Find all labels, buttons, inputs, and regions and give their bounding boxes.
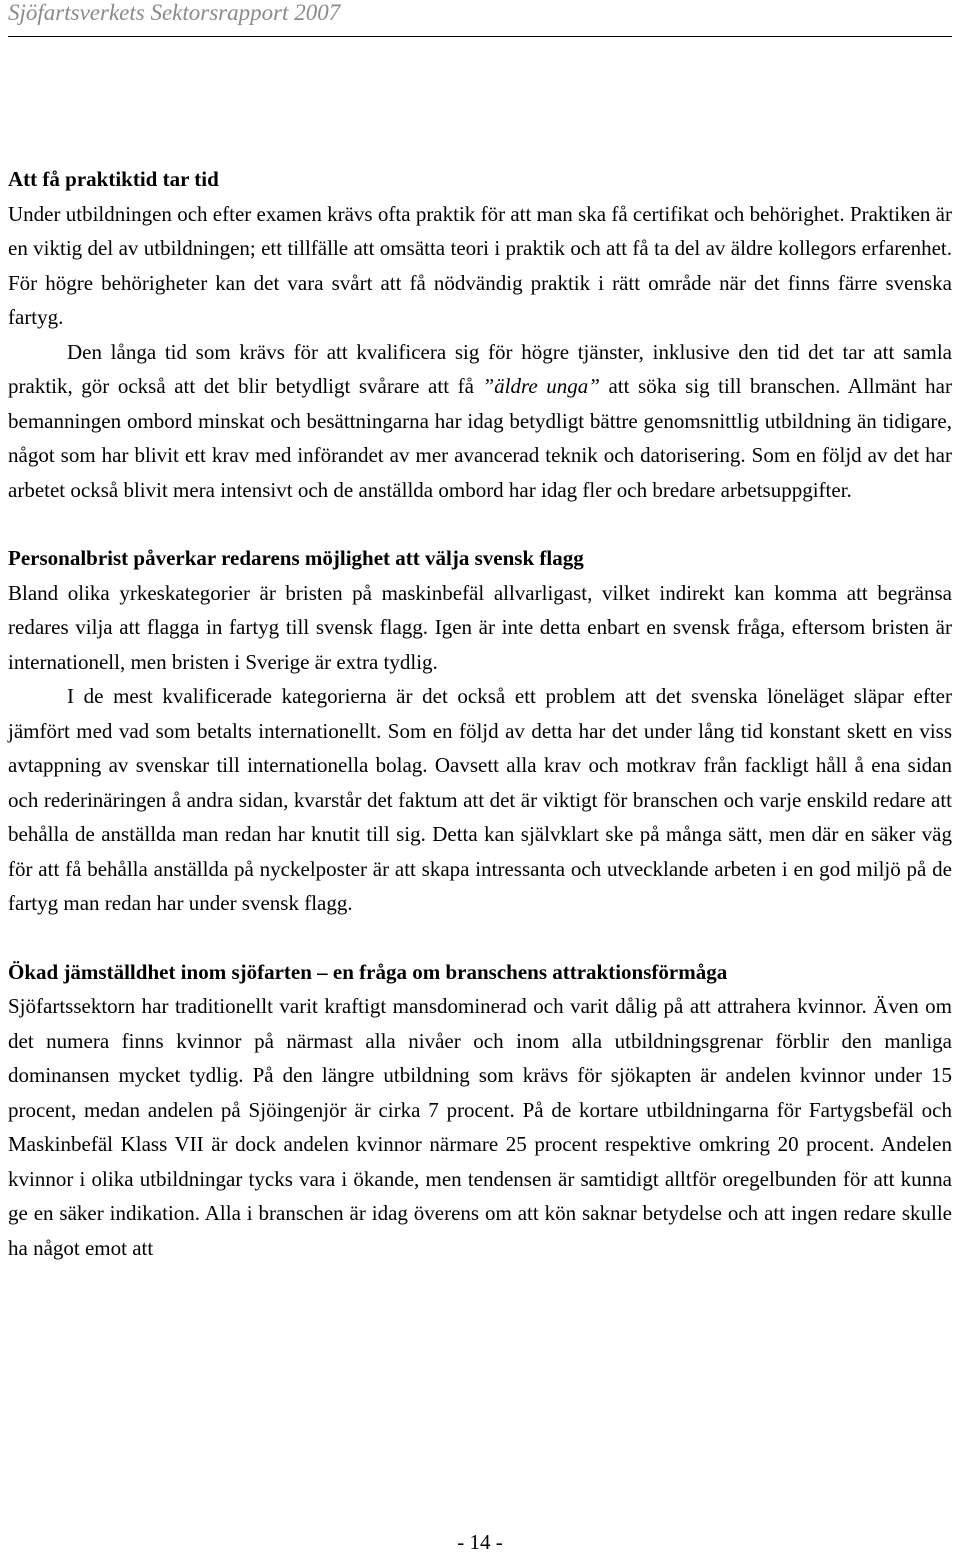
paragraph-text: Den långa tid som krävs för att kvalificera sig för högre tjänster, inklusive den tid det tar att samla praktik, gör också att det blir betydligt svårare att få — [8, 339, 952, 398]
paragraph — [8, 335, 952, 508]
paragraph: Sjöfartssektorn har traditionellt varit kraftigt mansdominerad och varit dålig på att attrahera kvinnor. Även om det numera finns kvinnor på närmast alla nivåer och inom alla utbildningsgrenar förblir den manliga dominansen mycket tydlig. På den längre utbildning som krävs för sjökapten är andelen kvinnor under 15 procent, medan andelen på Sjöingenjör är cirka 7 procent. På de kortare utbildningarna för Fartygsbefäl och Maskinbefäl Klass VII är dock andelen kvinnor närmare 25 procent respektive omkring 20 procent. Andelen kvinnor i olika utbildningar tycks vara i ökande, men tendensen är samtidigt alltför oregelbunden för att kunna ge en säker indikation. Alla i branschen är idag överens om att kön saknar betydelse och att ingen redare skulle ha något emot att — [8, 994, 952, 1260]
paragraph: I de mest kvalificerade kategorierna är det också ett problem att det svenska löneläget släpar efter jämfört med vad som betalts internationellt. Som en följd av detta har det under lång tid konstant skett en viss avtappning av svenskar till internationella bolag. Oavsett alla krav och motkrav från fackligt håll å ena sidan och rederinäringen å andra sidan, kvarstår det faktum att det är viktigt för branschen och varje enskild redare att behålla de anställda man redan har knutit till sig. Detta kan självklart ske på många sätt, men där en säker väg för att få behålla anställda på nyckelposter är att skapa intressanta och utvecklande arbeten i en god miljö på de fartyg man redan har under svensk flagg. — [8, 684, 952, 915]
section-heading: Personalbrist påverkar redarens möjlighet att välja svensk flagg — [8, 546, 584, 570]
section-heading: Ökad jämställdhet inom sjöfarten – en fråga om branschens attraktionsförmåga — [8, 959, 728, 984]
section-praktiktid — [8, 162, 952, 507]
emphasis-text: ”äldre unga” — [482, 374, 600, 398]
paragraph-text: att söka sig till branschen. Allmänt har bemanningen ombord minskat och besättningarna har idag betydligt bättre genomsnittlig utbildning än tidigare, något som har blivit ett krav med införandet av mer avancerad teknik och datorisering. Som en följd av det har arbetet också blivit mera intensivt och de anställda ombord har idag fler och bredare arbetsuppgifter. — [8, 374, 952, 502]
document-body — [8, 162, 952, 1265]
page-header — [8, 0, 952, 37]
report-title: Sjöfartsverkets Sektorsrapport 2007 — [8, 0, 341, 25]
section-heading: Att få praktiktid tar tid — [8, 167, 219, 191]
page-number: - 14 - — [457, 1530, 503, 1554]
paragraph: Bland olika yrkeskategorier är bristen på maskinbefäl allvarligast, vilket indirekt kan komma att begränsa redares vilja att flagga in fartyg till svensk flagg. Igen är inte detta enbart en svensk fråga, eftersom bristen är internationell, men bristen i Sverige är extra tydlig. — [8, 580, 952, 674]
paragraph: Under utbildningen och efter examen krävs ofta praktik för att man ska få certifikat och behörighet. Praktiken är en viktig del av utbildningen; ett tillfälle att omsätta teori i praktik och att få ta del av äldre kollegors erfarenhet. För högre behörigheter kan det vara svårt att få nödvändig praktik i rätt område när det finns färre svenska fartyg. — [8, 201, 952, 329]
section-jamstalldhet — [8, 955, 952, 1266]
section-personalbrist — [8, 541, 952, 921]
